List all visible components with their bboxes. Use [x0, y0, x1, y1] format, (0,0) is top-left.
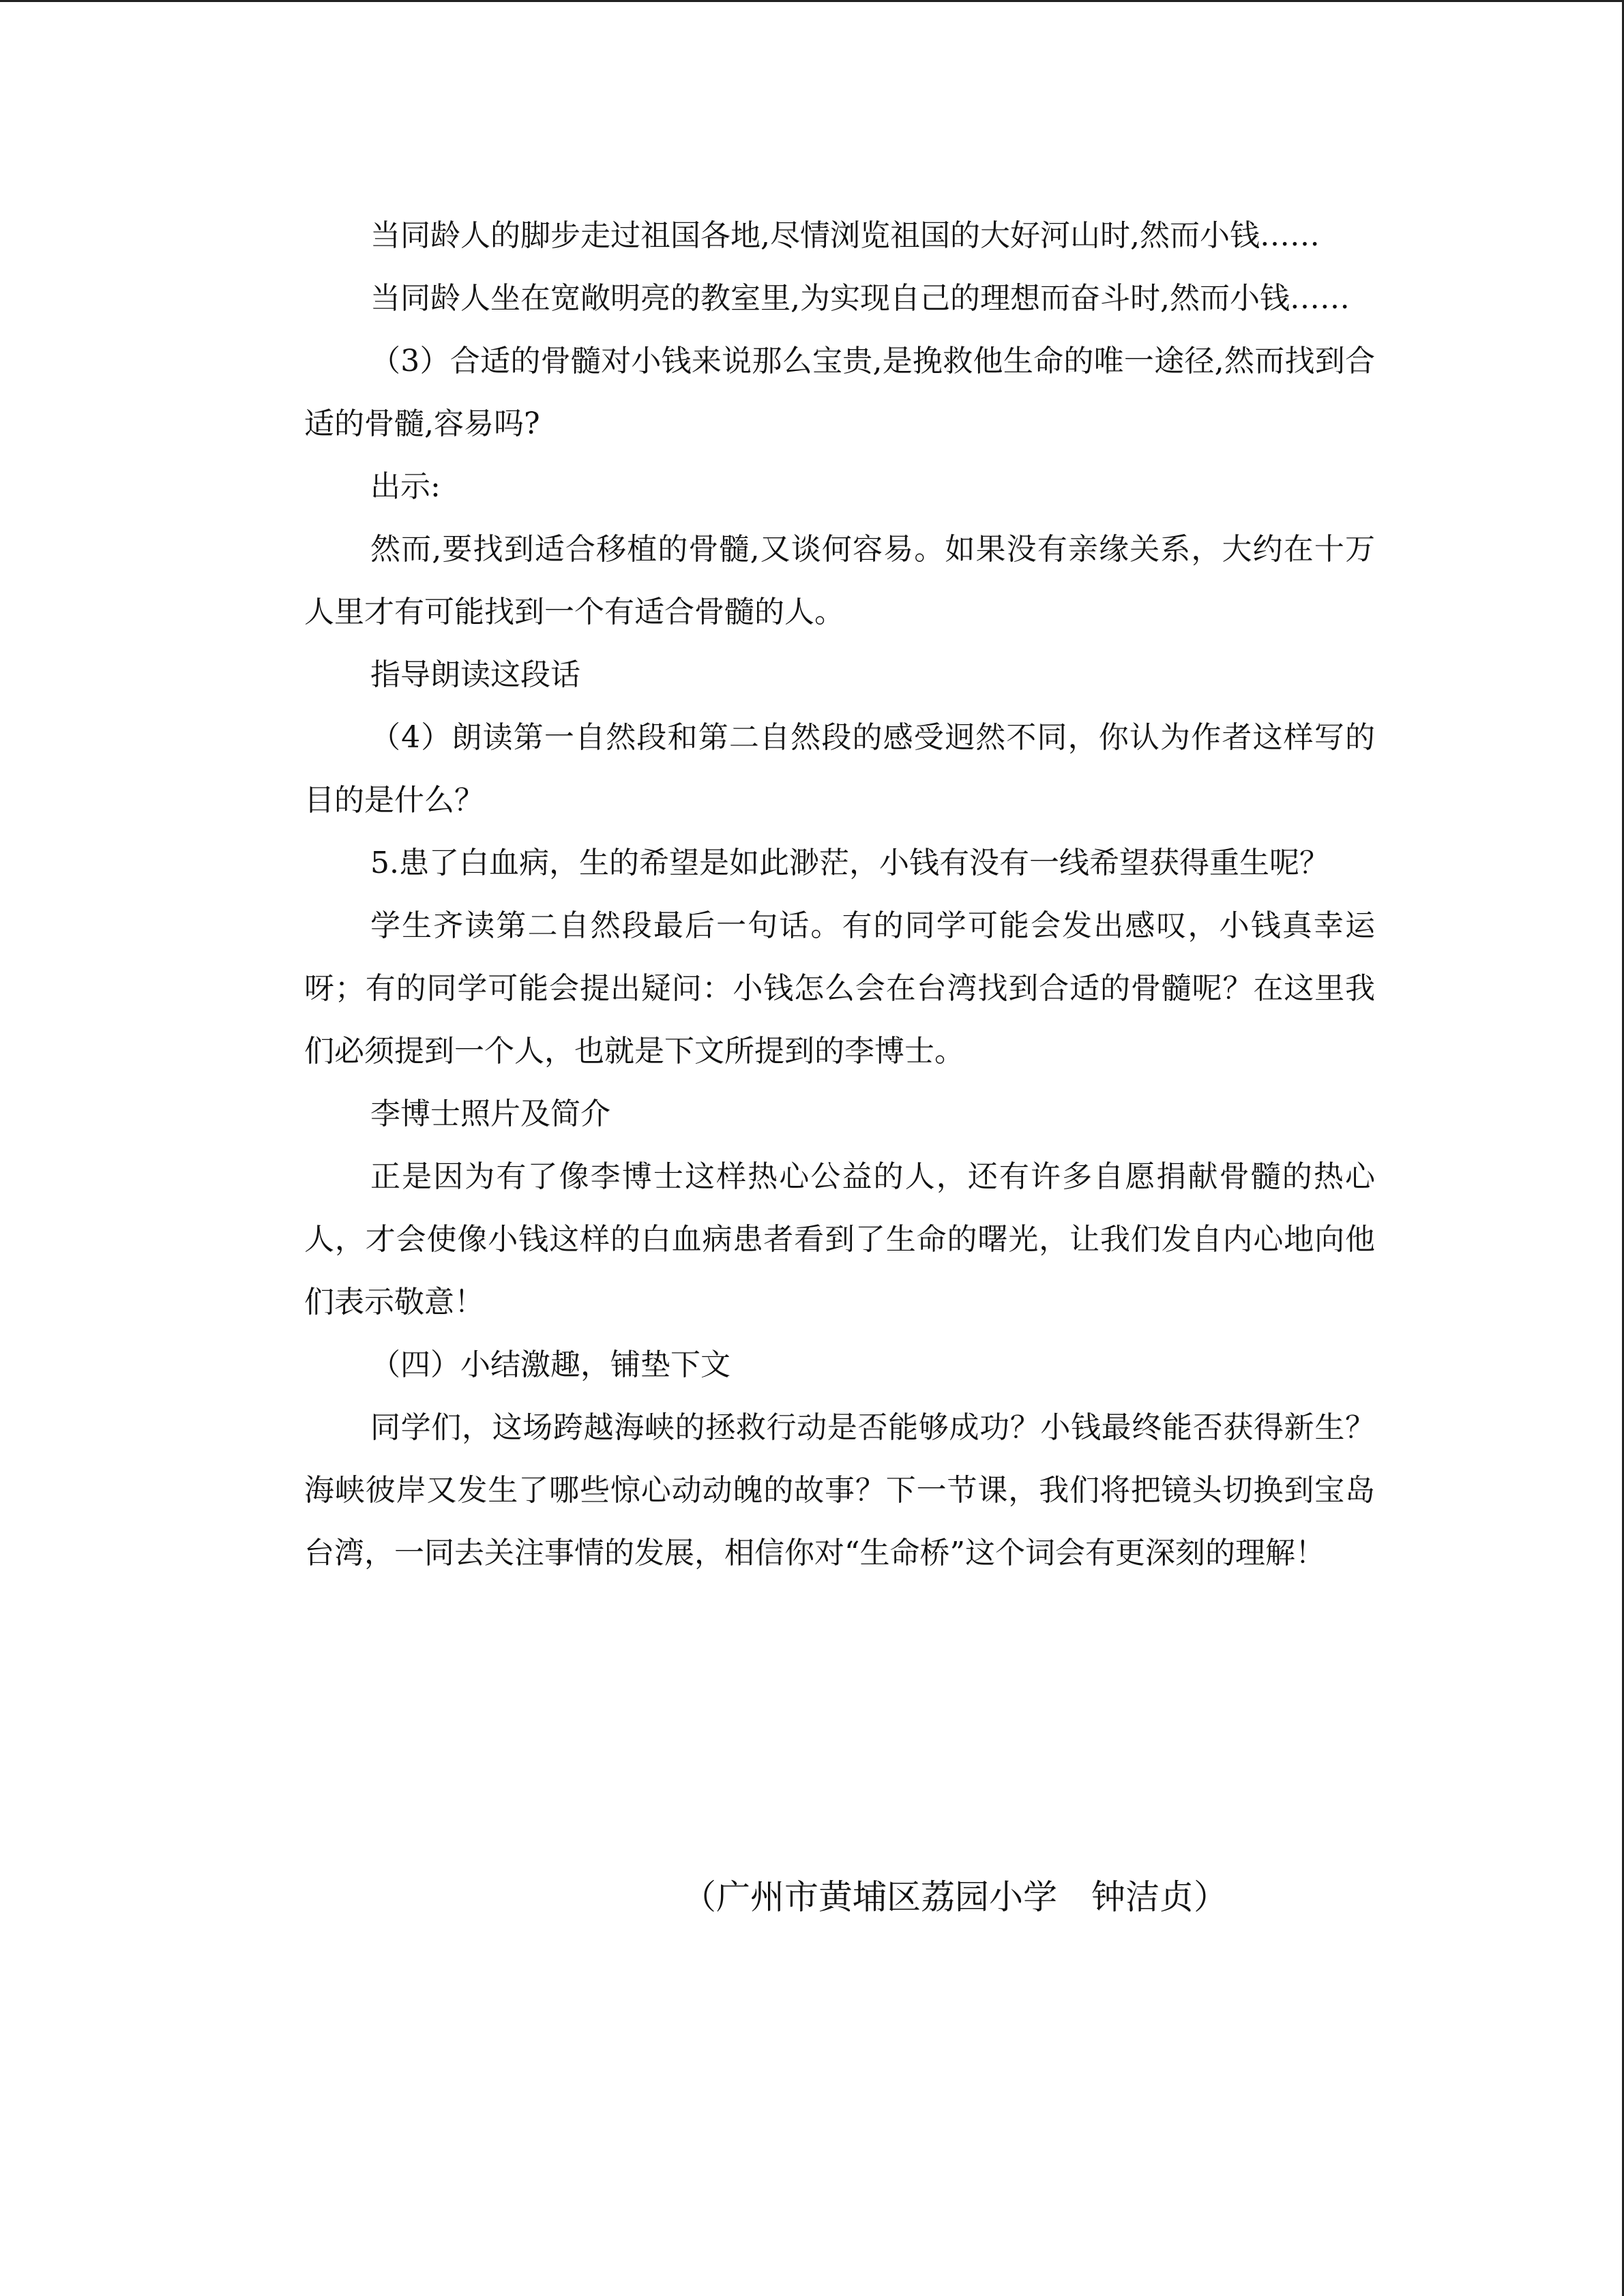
paragraph-6: 指导朗读这段话: [370, 657, 580, 692]
paragraph-8: 5.患了白血病，生的希望是如此渺茫，小钱有没有一线希望获得重生呢？: [370, 846, 1329, 880]
page-top-border: [0, 0, 1624, 2]
paragraph-11: 正是因为有了像李博士这样热心公益的人，还有许多自愿捐献骨髓的热心人，才会使像小钱这样的白血病患者看到了生命的曙光，让我们发自内心地向他们表示敬意！: [304, 1159, 1375, 1320]
paragraph-2: 当同龄人坐在宽敞明亮的教室里,为实现自己的理想而奋斗时,然而小钱……: [370, 281, 1350, 316]
paragraph-13: 同学们，这场跨越海峡的拯救行动是否能够成功？小钱最终能否获得新生？海峡彼岸又发生了哪些惊心动动魄的故事？下一节课，我们将把镜头切换到宝岛台湾，一同去关注事情的发展，相信你对“生命桥”这个词会有更深刻的理解！: [304, 1410, 1375, 1570]
paragraph-5: 然而,要找到适合移植的骨髓,又谈何容易。如果没有亲缘关系，大约在十万人里才有可能找到一个有适合骨髓的人。: [304, 532, 1375, 629]
paragraph-12: （四）小结激趣，铺垫下文: [370, 1347, 730, 1382]
paragraph-7: （4）朗读第一自然段和第二自然段的感受迥然不同，你认为作者这样写的目的是什么？: [304, 720, 1375, 818]
paragraph-10: 李博士照片及简介: [370, 1097, 610, 1131]
document-body: [304, 205, 1375, 1585]
paragraph-3: （3）合适的骨髓对小钱来说那么宝贵,是挽救他生命的唯一途径,然而找到合适的骨髓,容易吗?: [304, 344, 1375, 441]
paragraph-1: 当同龄人的脚步走过祖国各地,尽情浏览祖国的大好河山时,然而小钱……: [370, 218, 1320, 253]
paragraph-9: 学生齐读第二自然段最后一句话。有的同学可能会发出感叹，小钱真幸运呀；有的同学可能会提出疑问：小钱怎么会在台湾找到合适的骨髓呢？在这里我们必须提到一个人，也就是下文所提到的李博士。: [304, 908, 1375, 1069]
paragraph-4: 出示:: [370, 469, 441, 504]
author-signature: （广州市黄埔区荔园小学 钟洁贞）: [682, 1877, 1228, 1917]
